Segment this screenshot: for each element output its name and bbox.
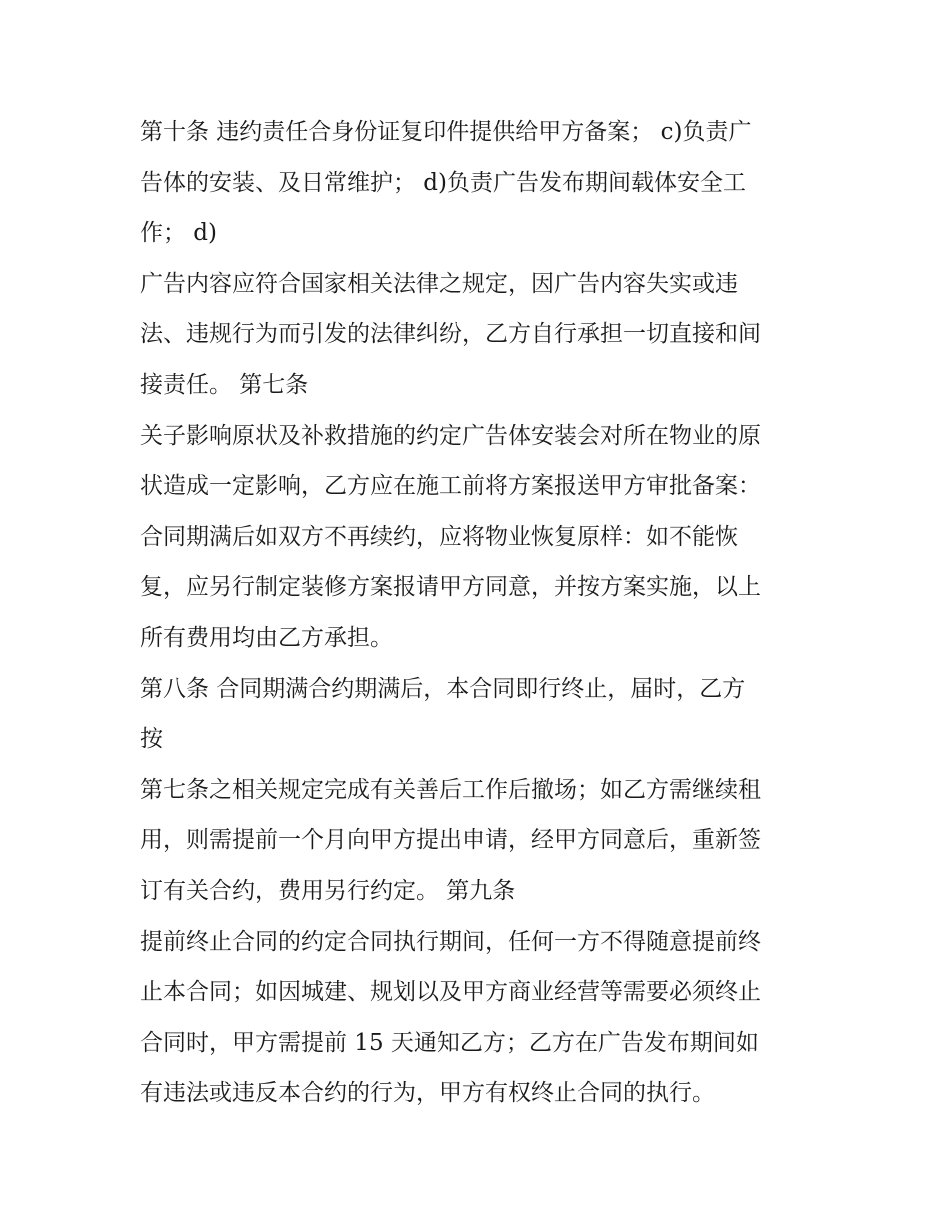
paragraph-article-10: [140, 107, 820, 259]
text-line: 用，则需提前一个月向甲方提出申请，经甲方同意后，重新签: [140, 827, 761, 854]
text-line: 法、违规行为而引发的法律纠纷，乙方自行承担一切直接和间: [140, 321, 761, 348]
text-line: 第七条之相关规定完成有关善后工作后撤场；如乙方需继续租: [140, 776, 761, 803]
paragraph-ad-content: [140, 259, 820, 411]
text-line: 状造成一定影响，乙方应在施工前将方案报送甲方审批备案：: [140, 473, 761, 500]
text-line: 作； d): [140, 220, 218, 247]
text-line: 订有关合约，费用另行约定。 第九条: [140, 877, 516, 904]
text-line: 按: [140, 726, 163, 753]
paragraph-article-8: [140, 664, 820, 765]
paragraph-original-state: [140, 411, 820, 664]
text-line: 广告内容应符合国家相关法律之规定，因广告内容失实或违: [140, 270, 738, 297]
text-line: 关子影响原状及补救措施的约定广告体安装会对所在物业的原: [140, 422, 761, 449]
text-line: 复，应另行制定装修方案报请甲方同意，并按方案实施，以上: [140, 574, 761, 601]
text-line: 第八条 合同期满合约期满后，本合同即行终止，届时，乙方: [140, 675, 746, 702]
text-line: 第十条 违约责任合身份证复印件提供给甲方备案； c)负责广: [140, 119, 752, 145]
text-line: 合同时，甲方需提前 15 天通知乙方；乙方在广告发布期间如: [140, 1029, 759, 1056]
paragraph-early-termination: [140, 917, 820, 1119]
document-body: [140, 107, 820, 1119]
text-line: 接责任。 第七条: [140, 371, 309, 398]
text-line: 止本合同；如因城建、规划以及甲方商业经营等需要必须终止: [140, 979, 761, 1006]
text-line: 提前终止合同的约定合同执行期间，任何一方不得随意提前终: [140, 928, 761, 955]
text-line: 告体的安装、及日常维护； d)负责广告发布期间载体安全工: [140, 169, 747, 196]
text-line: 所有费用均由乙方承担。: [140, 624, 393, 651]
text-line: 有违法或违反本合约的行为，甲方有权终止合同的执行。: [140, 1080, 715, 1107]
text-line: 合同期满后如双方不再续约，应将物业恢复原样：如不能恢: [140, 523, 738, 550]
paragraph-renewal: [140, 765, 820, 917]
